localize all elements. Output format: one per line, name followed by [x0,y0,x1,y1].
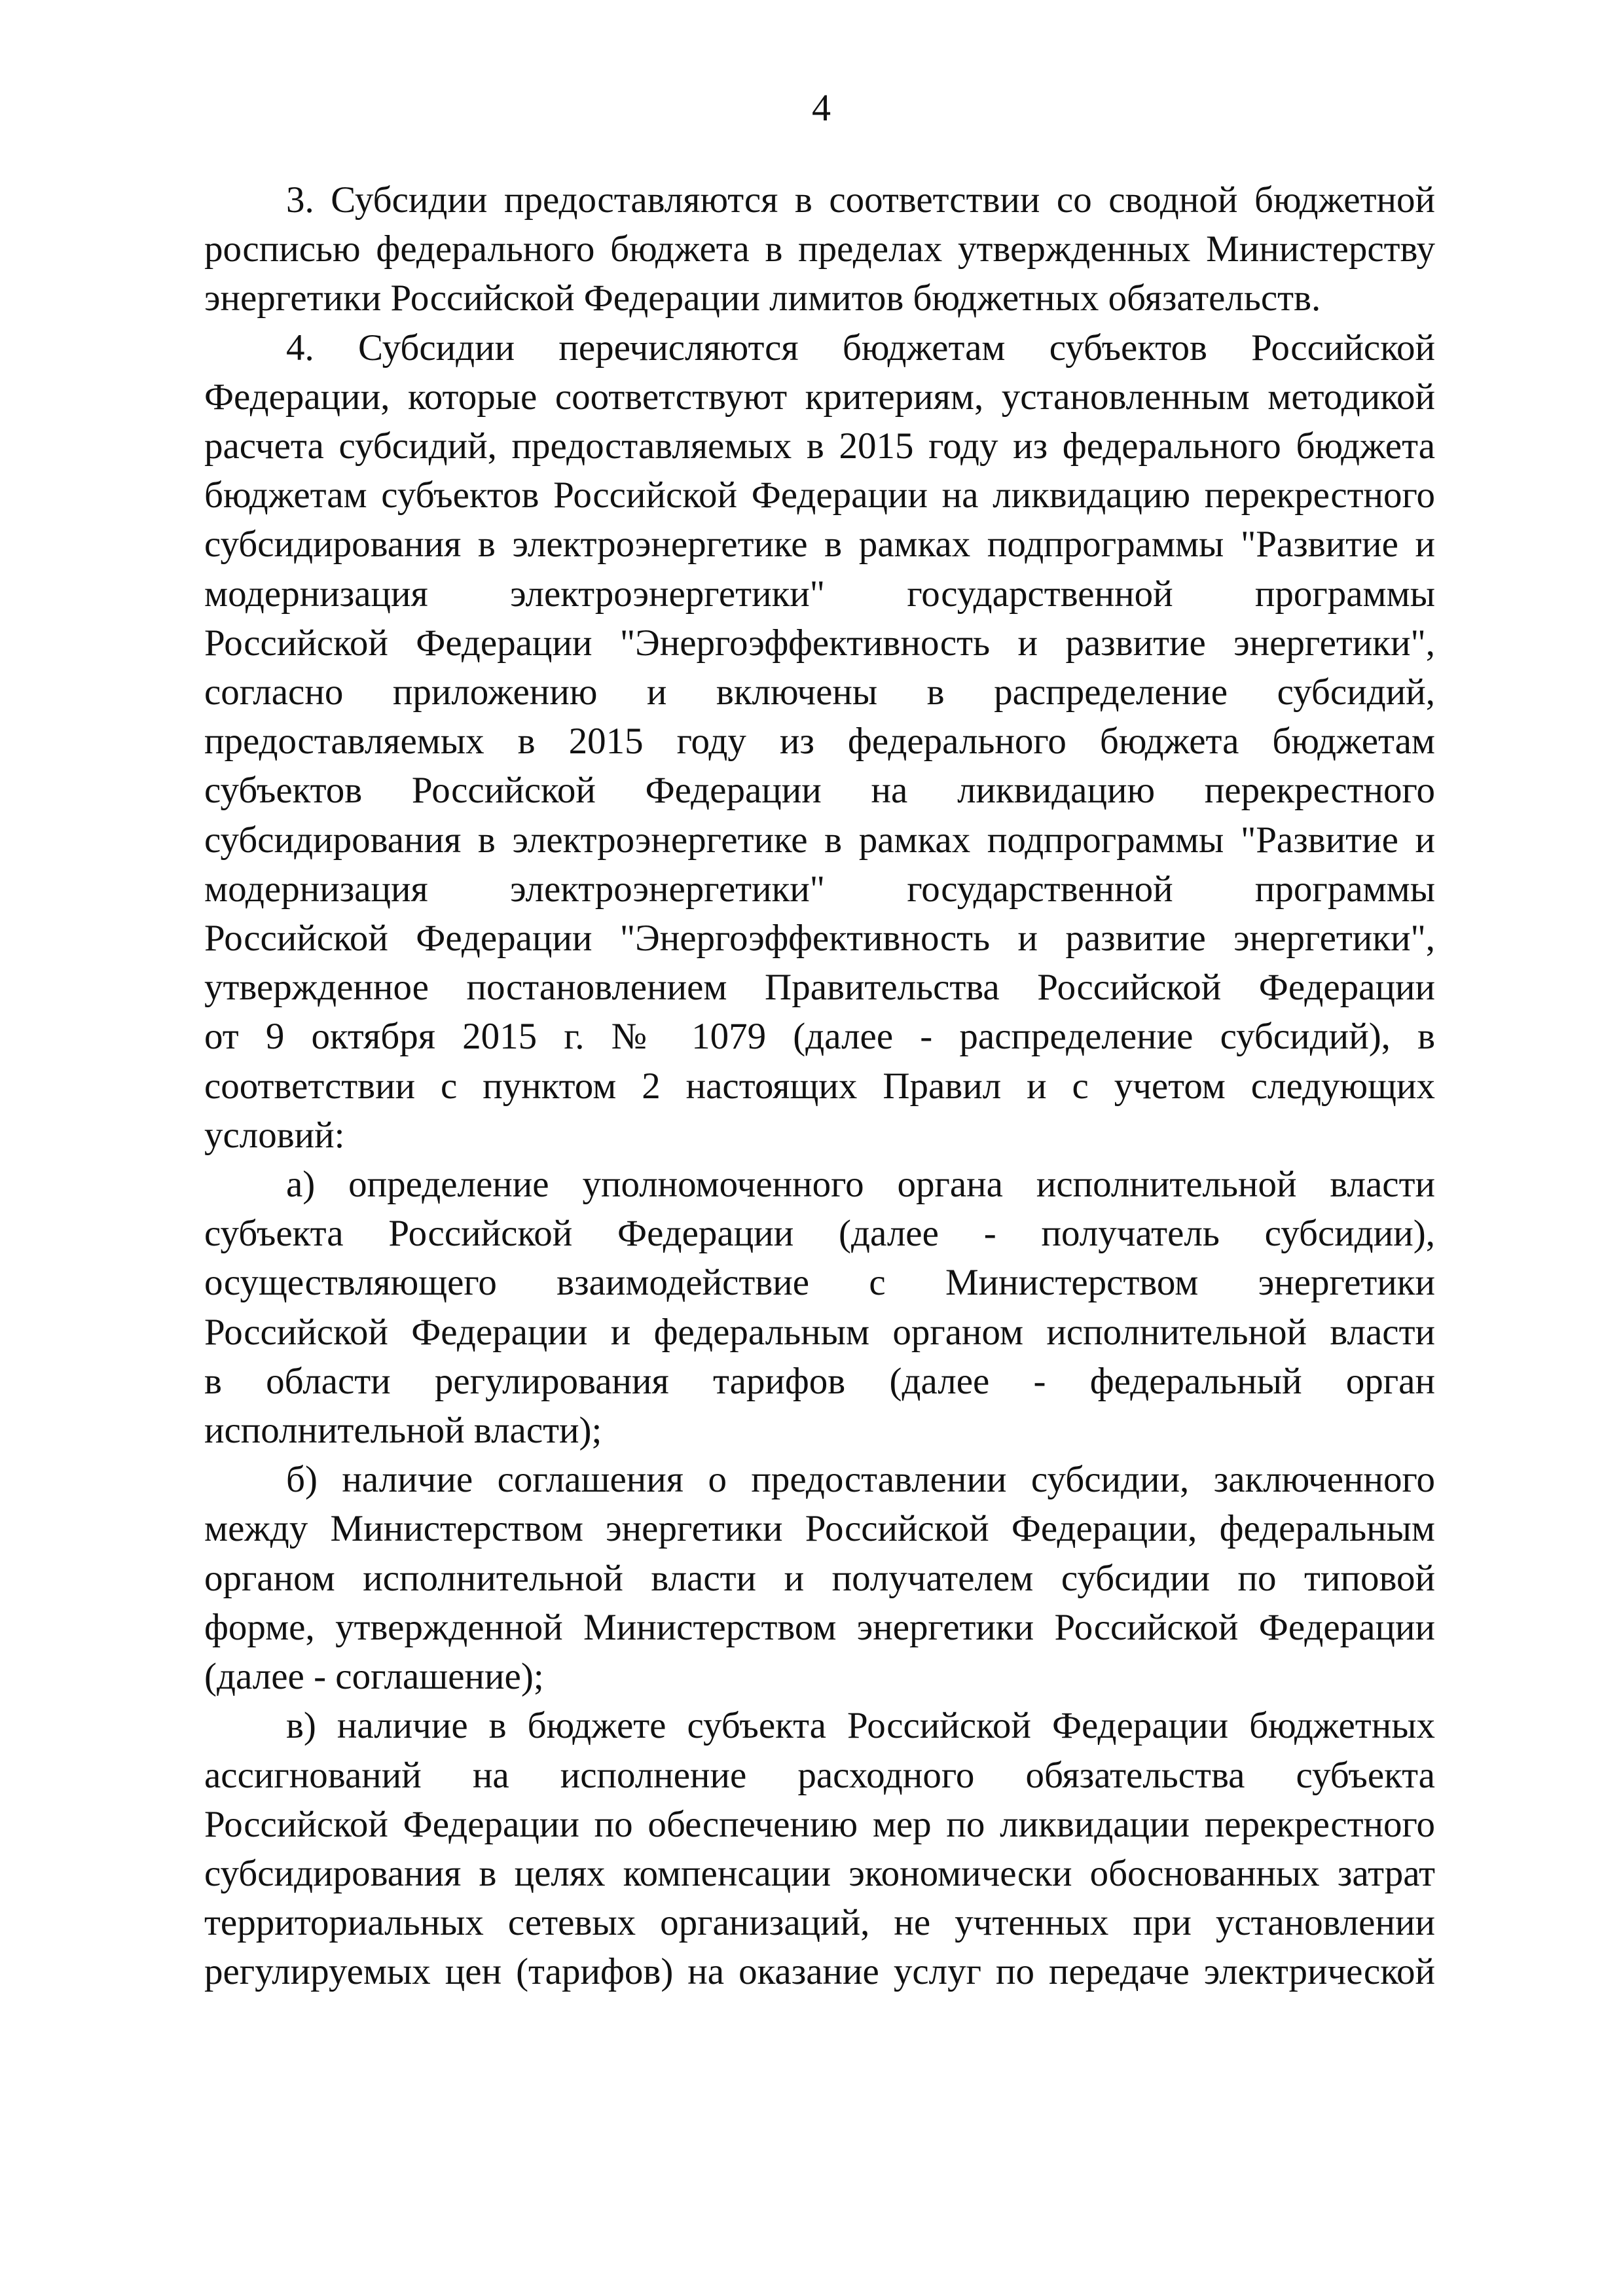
text-line: б) наличие соглашения о предоставлении субсидии, заключенного [286,1459,1435,1501]
text-line: Российской Федерации и федеральным органом исполнительной власти [204,1311,1435,1353]
text-line: расчета субсидий, предоставляемых в 2015 году из федерального бюджета [204,425,1435,467]
text-line: 3. Субсидии предоставляются в соответствии со сводной бюджетной [286,179,1435,221]
text-line: регулируемых цен (тарифов) на оказание услуг по передаче электрической [204,1951,1435,1993]
paragraph-subitem-a [204,1160,1435,1455]
text-line: 4. Субсидии перечисляются бюджетам субъектов Российской [286,327,1435,368]
paragraph-subitem-v [204,1701,1435,1996]
text-line: ассигнований на исполнение расходного обязательства субъекта [204,1754,1435,1796]
text-line: органом исполнительной власти и получателем субсидии по типовой [204,1557,1435,1599]
page-number: 4 [812,86,831,129]
text-line: Российской Федерации "Энергоэффективность и развитие энергетики", [204,918,1435,960]
paragraph-item-3 [204,175,1435,323]
text-line: согласно приложению и включены в распределение субсидий, [204,672,1435,713]
text-line: субсидирования в целях компенсации экономически обоснованных затрат [204,1852,1435,1894]
text-line: а) определение уполномоченного органа исполнительной власти [286,1164,1435,1206]
text-line: соответствии с пунктом 2 настоящих Правил и с учетом следующих [204,1065,1435,1107]
text-line: территориальных сетевых организаций, не учтенных при установлении [204,1902,1435,1944]
text-line: в области регулирования тарифов (далее - федеральный орган [204,1360,1435,1402]
text-line: энергетики Российской Федерации лимитов бюджетных обязательств. [204,278,1321,319]
text-line: модернизация электроэнергетики" государственной программы [204,573,1435,615]
text-line: утвержденное постановлением Правительства Российской Федерации [204,967,1435,1009]
text-line: форме, утвержденной Министерством энергетики Российской Федерации [204,1606,1435,1648]
text-line: субъектов Российской Федерации на ликвидацию перекрестного [204,770,1435,812]
text-line: предоставляемых в 2015 году из федерального бюджета бюджетам [204,721,1435,762]
text-line: субсидирования в электроэнергетике в рамках подпрограммы "Развитие и [204,524,1435,565]
text-line: модернизация электроэнергетики" государственной программы [204,868,1435,910]
text-line: от 9 октября 2015 г. № 1079 (далее - распределение субсидий), в [204,1016,1435,1058]
document-body [204,175,1435,1997]
text-line: исполнительной власти); [204,1410,602,1452]
text-line: в) наличие в бюджете субъекта Российской Федерации бюджетных [286,1705,1435,1747]
text-line: субсидирования в электроэнергетике в рамках подпрограммы "Развитие и [204,819,1435,861]
text-line: Федерации, которые соответствуют критериям, установленным методикой [204,376,1435,418]
text-line: субъекта Российской Федерации (далее - получатель субсидии), [204,1213,1435,1255]
paragraph-subitem-b [204,1455,1435,1701]
text-line: осуществляющего взаимодействие с Министерством энергетики [204,1262,1435,1304]
text-line: бюджетам субъектов Российской Федерации на ликвидацию перекрестного [204,475,1435,516]
text-line: росписью федерального бюджета в пределах утвержденных Министерству [204,228,1435,270]
text-line: (далее - соглашение); [204,1656,544,1698]
text-line: Российской Федерации "Энергоэффективность и развитие энергетики", [204,622,1435,664]
text-line: Российской Федерации по обеспечению мер по ликвидации перекрестного [204,1803,1435,1845]
paragraph-item-4 [204,323,1435,1160]
text-line: между Министерством энергетики Российской Федерации, федеральным [204,1508,1435,1550]
text-line: условий: [204,1114,345,1156]
